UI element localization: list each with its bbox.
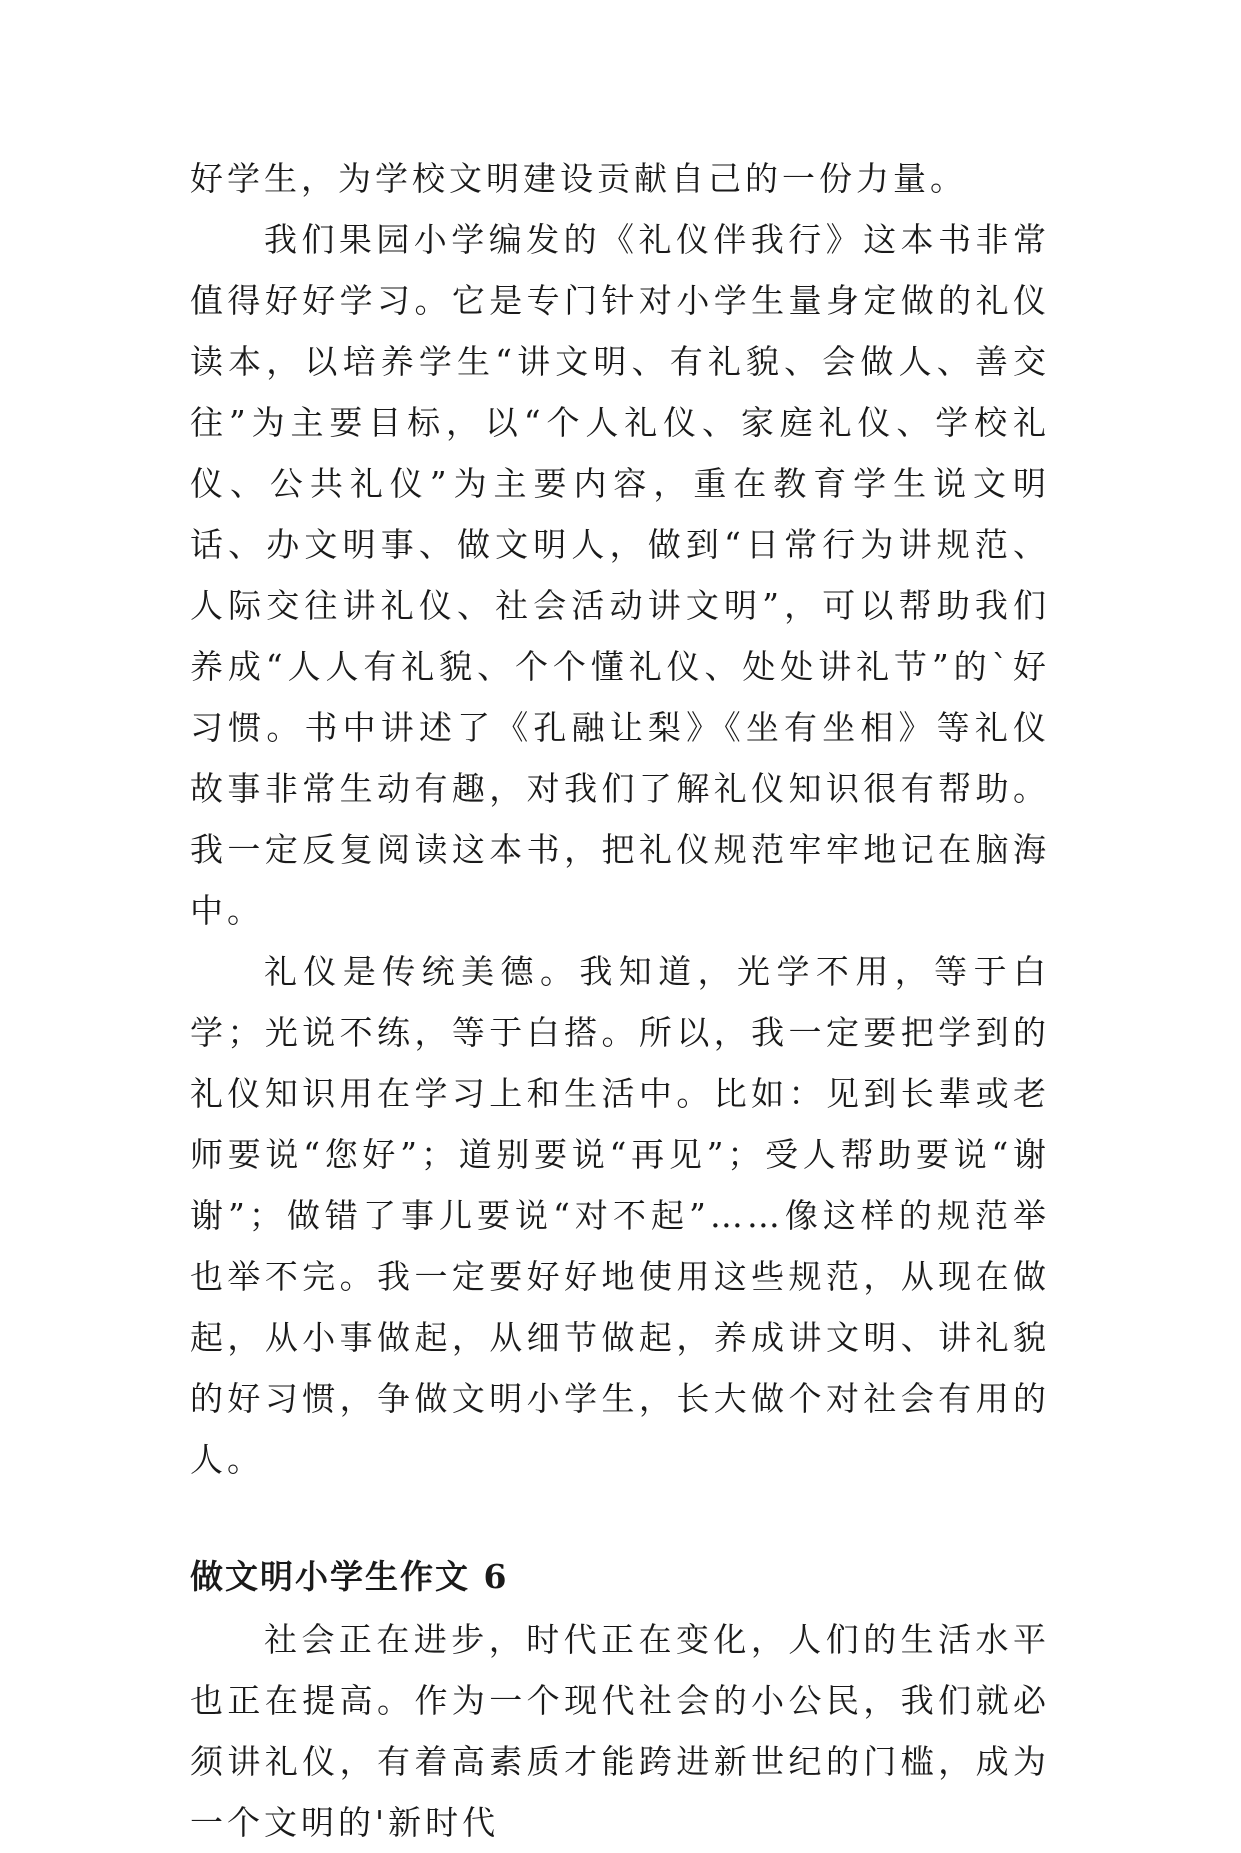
paragraph-book-review: 我们果园小学编发的《礼仪伴我行》这本书非常值得好好学习。它是专门针对小学生量身定做的礼仪读本，以培养学生“讲文明、有礼貌、会做人、善交往”为主要目标，以“个人礼仪、家庭礼仪、学校礼仪、公共礼仪”为主要内容，重在教育学生说文明话、办文明事、做文明人，做到“日常行为讲规范、人际交往讲礼仪、社会活动讲文明”，可以帮助我们养成“人人有礼貌、个个懂礼仪、处处讲礼节”的`好习惯。书中讲述了《孔融让梨》《坐有坐相》等礼仪故事非常生动有趣，对我们了解礼仪知识很有帮助。我一定反复阅读这本书，把礼仪规范牢牢地记在脑海中。: [190, 220, 1050, 930]
paragraph-essay-6-intro: 社会正在进步，时代正在变化，人们的生活水平也正在提高。作为一个现代社会的小公民，我们就必须讲礼仪，有着高素质才能跨进新世纪的门槛，成为一个文明的'新时代: [190, 1620, 1050, 1842]
paragraph-continuation: 好学生，为学校文明建设贡献自己的一份力量。: [190, 159, 967, 198]
paragraph-practice-etiquette: 礼仪是传统美德。我知道，光学不用，等于白学；光说不练，等于白搭。所以，我一定要把学到的礼仪知识用在学习上和生活中。比如：见到长辈或老师要说“您好”；道别要说“再见”；受人帮助要说“谢谢”；做错了事儿要说“对不起”……像这样的规范举也举不完。我一定要好好地使用这些规范，从现在做起，从小事做起，从细节做起，养成讲文明、讲礼貌的好习惯，争做文明小学生，长大做个对社会有用的人。: [190, 952, 1050, 1479]
section-title: 做文明小学生作文 6: [190, 1557, 509, 1596]
document-page: [190, 148, 1050, 1853]
